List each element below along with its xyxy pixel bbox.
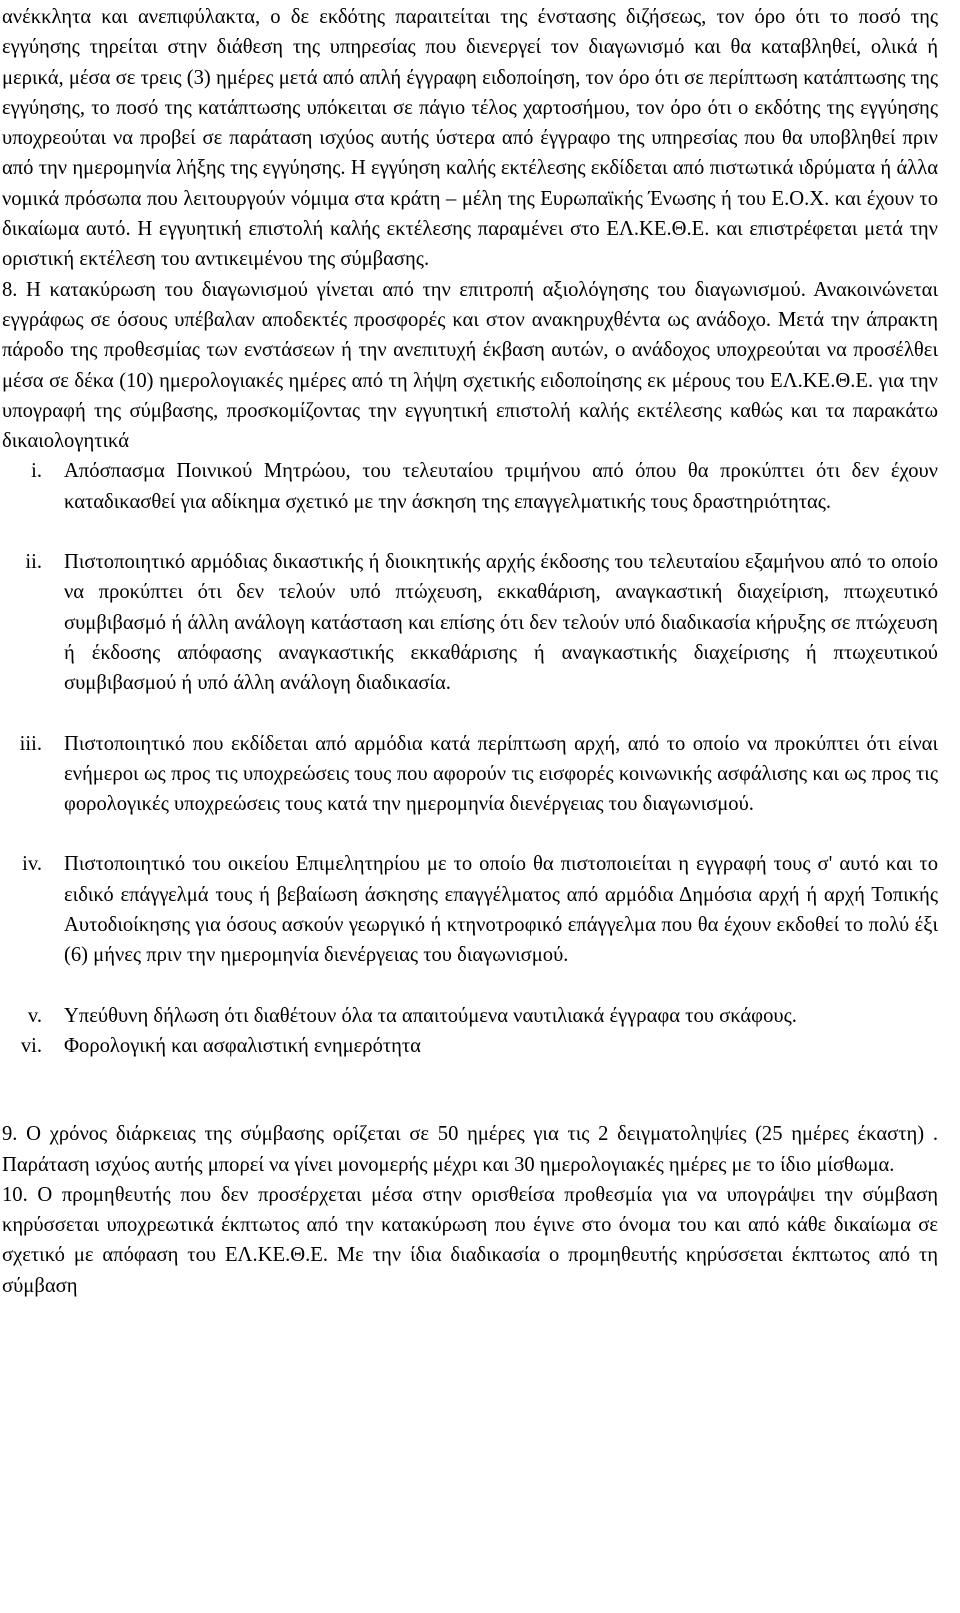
spacer (2, 819, 938, 849)
list-item-text: Πιστοποιητικό του οικείου Επιμελητηρίου με το οποίο θα πιστοποιείται η εγγραφή τους σ' αυτό και το ειδικό επάγγελμά τους ή βεβαίωση άσκησης επαγγέλματος από αρμόδια Δημόσια αρχή ή αρχή Τοπικής Αυτοδιοίκησης για όσους ασκούν γεωργικό ή κτηνοτροφικό επάγγελμα που θα έχουν εκδοθεί το πολύ έξι (6) μήνες πριν την ημερομηνία διενέργειας του διαγωνισμού. (64, 853, 938, 967)
section-10-paragraph: 10. Ο προμηθευτής που δεν προσέρχεται μέσα στην ορισθείσα προθεσμία για να υπογράψει την σύμβαση κηρύσσεται υποχρεωτικά έκπτωτος από την κατακύρωση που έγινε στο όνομα του και από κάθε δικαίωμα σε σχετικό με απόφαση του ΕΛ.ΚΕ.Θ.Ε. Με την ίδια διαδικασία ο προμηθευτής κηρύσσεται έκπτωτος από τη σύμβαση (2, 1183, 938, 1297)
list-numeral: vi. (20, 1034, 42, 1057)
intro-paragraph: ανέκκλητα και ανεπιφύλακτα, ο δε εκδότης παραιτείται της ένστασης διζήσεως, τον όρο ότι το ποσό της εγγύησης τηρείται στην διάθεση της υπηρεσίας που διενεργεί τον διαγωνισμό και θα καταβληθεί, ολικά ή μερικά, μέσα σε τρεις (3) ημέρες μετά από απλή έγγραφη ειδοποίηση, τον όρο ότι σε περίπτωση κατάπτωσης της εγγύησης, το ποσό της κατάπτωσης υπόκειται σε πάγιο τέλος χαρτοσήμου, τον όρο ότι ο εκδότης της εγγύησης υποχρεούται να προβεί σε παράταση ισχύος αυτής ύστερα από έγγραφο της υπηρεσίας που θα υποβληθεί πριν από την ημερομηνία λήξης της εγγύησης. Η εγγύηση καλής εκτέλεσης εκδίδεται από πιστωτικά ιδρύματα ή άλλα νομικά πρόσωπα που λειτουργούν νόμιμα στα κράτη – μέλη της Ευρωπαϊκής Ένωσης ή του Ε.Ο.Χ. και έχουν το δικαίωμα αυτό. Η εγγυητική επιστολή καλής εκτέλεσης παραμένει στο ΕΛ.ΚΕ.Θ.Ε. και επιστρέφεται μετά την οριστική εκτέλεση του αντικειμένου της σύμβασης. (2, 6, 938, 271)
list-numeral: iii. (19, 732, 42, 755)
list-item-text: Υπεύθυνη δήλωση ότι διαθέτουν όλα τα απαιτούμενα ναυτιλιακά έγγραφα του σκάφους. (64, 1004, 797, 1027)
list-numeral: ii. (25, 551, 42, 574)
spacer (2, 699, 938, 729)
document-item-i (2, 456, 938, 517)
document-item-vi (2, 1031, 938, 1061)
spacer (2, 517, 938, 547)
required-documents-list (2, 456, 938, 1061)
list-item-text: Απόσπασμα Ποινικού Μητρώου, του τελευταίου τριμήνου από όπου θα προκύπτει ότι δεν έχουν καταδικασθεί για αδίκημα σχετικό με την άσκηση της επαγγελματικής τους δραστηριότητας. (64, 460, 938, 513)
document-item-v (2, 1001, 938, 1031)
section-9-paragraph: 9. Ο χρόνος διάρκειας της σύμβασης ορίζεται σε 50 ημέρες για τις 2 δειγματοληψίες (25 ημέρες έκαστη) . Παράταση ισχύος αυτής μπορεί να γίνει μονομερής μέχρι και 30 ημερολογιακές ημέρες με το ίδιο μίσθωμα. (2, 1123, 938, 1176)
document-item-iv (2, 849, 938, 970)
document-item-iii (2, 729, 938, 820)
list-item-text: Πιστοποιητικό που εκδίδεται από αρμόδια κατά περίπτωση αρχή, από το οποίο να προκύπτει ότι είναι ενήμεροι ως προς τις υποχρεώσεις τους που αφορούν τις εισφορές κοινωνικής ασφάλισης και ως προς τις φορολογικές υποχρεώσεις τους κατά την ημερομηνία διενέργειας του διαγωνισμού. (64, 732, 938, 816)
spacer (2, 971, 938, 1001)
section-8-paragraph: 8. Η κατακύρωση του διαγωνισμού γίνεται από την επιτροπή αξιολόγησης του διαγωνισμού. Ανακοινώνεται εγγράφως σε όσους υπέβαλαν αποδεκτές προσφορές και στον ανακηρυχθέντα ως ανάδοχο. Μετά την άπρακτη πάροδο της προθεσμίας των ενστάσεων ή την ανεπιτυχή έκβαση αυτών, ο ανάδοχος υποχρεούται να προσέλθει μέσα σε δέκα (10) ημερολογιακές ημέρες από τη λήψη σχετικής ειδοποίησης εκ μέρους του ΕΛ.ΚΕ.Θ.Ε. για την υπογραφή της σύμβασης, προσκομίζοντας την εγγυητική επιστολή καλής εκτέλεσης καθώς και τα παρακάτω δικαιολογητικά (2, 278, 938, 453)
document-item-ii (2, 547, 938, 698)
list-item-text: Φορολογική και ασφαλιστική ενημερότητα (64, 1034, 421, 1057)
list-numeral: iv. (22, 853, 42, 876)
list-numeral: i. (31, 460, 42, 483)
spacer (2, 1061, 938, 1119)
list-numeral: v. (27, 1004, 42, 1027)
list-item-text: Πιστοποιητικό αρμόδιας δικαστικής ή διοικητικής αρχής έκδοσης του τελευταίου εξαμήνου από το οποίο να προκύπτει ότι δεν τελούν υπό πτώχευση, εκκαθάριση, αναγκαστική διαχείριση, πτωχευτικό συμβιβασμό ή άλλη ανάλογη κατάσταση και επίσης ότι δεν τελούν υπό διαδικασία κήρυξης σε πτώχευση ή έκδοσης απόφασης αναγκαστικής εκκαθάρισης ή αναγκαστικής διαχείρισης ή πτωχευτικού συμβιβασμού ή υπό άλλη ανάλογη διαδικασία. (64, 551, 938, 695)
